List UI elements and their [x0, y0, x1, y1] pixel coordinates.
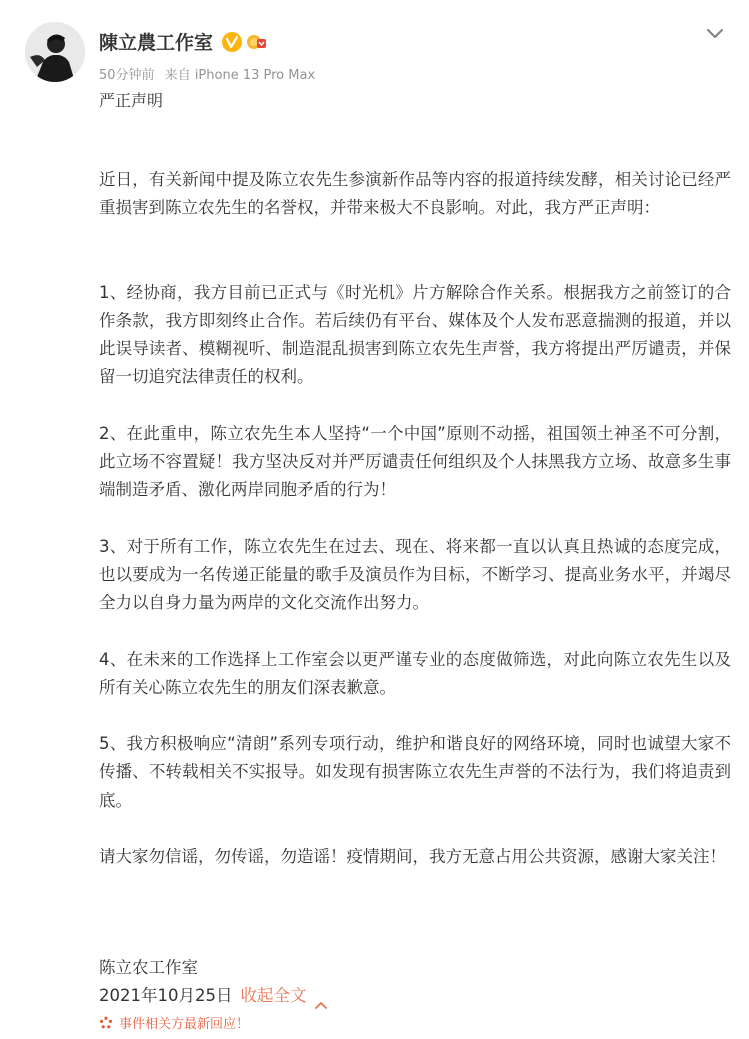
post-time[interactable]: 50分钟前 — [99, 68, 155, 83]
paragraph-5: 5、我方积极响应“清朗”系列专项行动，维护和谐良好的网络环境，同时也诚望大家不传播、不转载相关不实报导。如发现有损害陈立农先生声誉的不法行为，我们将追责到底。 — [99, 734, 731, 810]
vip-badge-icon[interactable] — [245, 32, 267, 52]
post-source: 来自 iPhone 13 Pro Max — [164, 68, 316, 83]
chevron-up-icon[interactable] — [314, 991, 328, 1001]
author-name[interactable] — [99, 28, 267, 55]
author-name-text[interactable]: 陳立農工作室 — [99, 32, 214, 54]
verified-icon — [221, 31, 243, 53]
post-title: 严正声明 — [99, 91, 164, 110]
paragraph-3: 3、对于所有工作，陈立农先生在过去、现在、将来都一直以认真且热诚的态度完成，也以要成为一名传递正能量的歌手及演员作为目标，不断学习、提高业务水平，并竭尽全力以自身力量为两岸的文化交流作出努力。 — [99, 536, 731, 613]
paragraph-2: 2、在此重申，陈立农先生本人坚持“一个中国”原则不动摇，祖国领土神圣不可分割，此立场不容置疑！我方坚决反对并严厉谴责任何组织及个人抹黑我方立场、故意多生事端制造矛盾、激化两岸同胞矛盾的行为！ — [99, 423, 731, 500]
post-footer — [99, 954, 328, 1011]
paragraph-intro: 近日，有关新闻中提及陈立农先生参演新作品等内容的报道持续发酵，相关讨论已经严重损害到陈立农先生的名誉权，并带来极大不良影响。对此，我方严正声明： — [99, 170, 731, 218]
avatar[interactable] — [25, 22, 85, 82]
post-meta — [99, 64, 321, 83]
collapse-text-button[interactable] — [240, 982, 328, 1010]
paragraph-1: 1、经协商，我方目前已正式与《时光机》片方解除合作关系。根据我方之前签订的合作条款，我方即刻终止合作。若后续仍有平台、媒体及个人发布恶意揣测的报道，并以此误导读者、模糊视听、制造混乱损害到陈立农先生声誉，我方将提出严厉谴责，并保留一切追究法律责任的权利。 — [99, 282, 731, 387]
more-options-chevron-icon[interactable] — [704, 24, 726, 42]
related-notice-link[interactable] — [99, 1013, 249, 1032]
signature: 陈立农工作室 — [99, 958, 198, 977]
collapse-text-label[interactable]: 收起全文 — [240, 986, 307, 1006]
date-line — [99, 982, 328, 1010]
notice-text[interactable]: 事件相关方最新回应！ — [119, 1017, 250, 1032]
post-body — [99, 166, 731, 871]
paragraph-4: 4、在未来的工作选择上工作室会以更严谨专业的态度做筛选，对此向陈立农先生以及所有关心陈立农先生的朋友们深表歉意。 — [99, 649, 731, 697]
post-date: 2021年10月25日 — [99, 986, 233, 1006]
paragraph-closing: 请大家勿信谣，勿传谣，勿造谣！疫情期间，我方无意占用公共资源，感谢大家关注！ — [99, 847, 726, 867]
spark-icon — [99, 1016, 113, 1030]
